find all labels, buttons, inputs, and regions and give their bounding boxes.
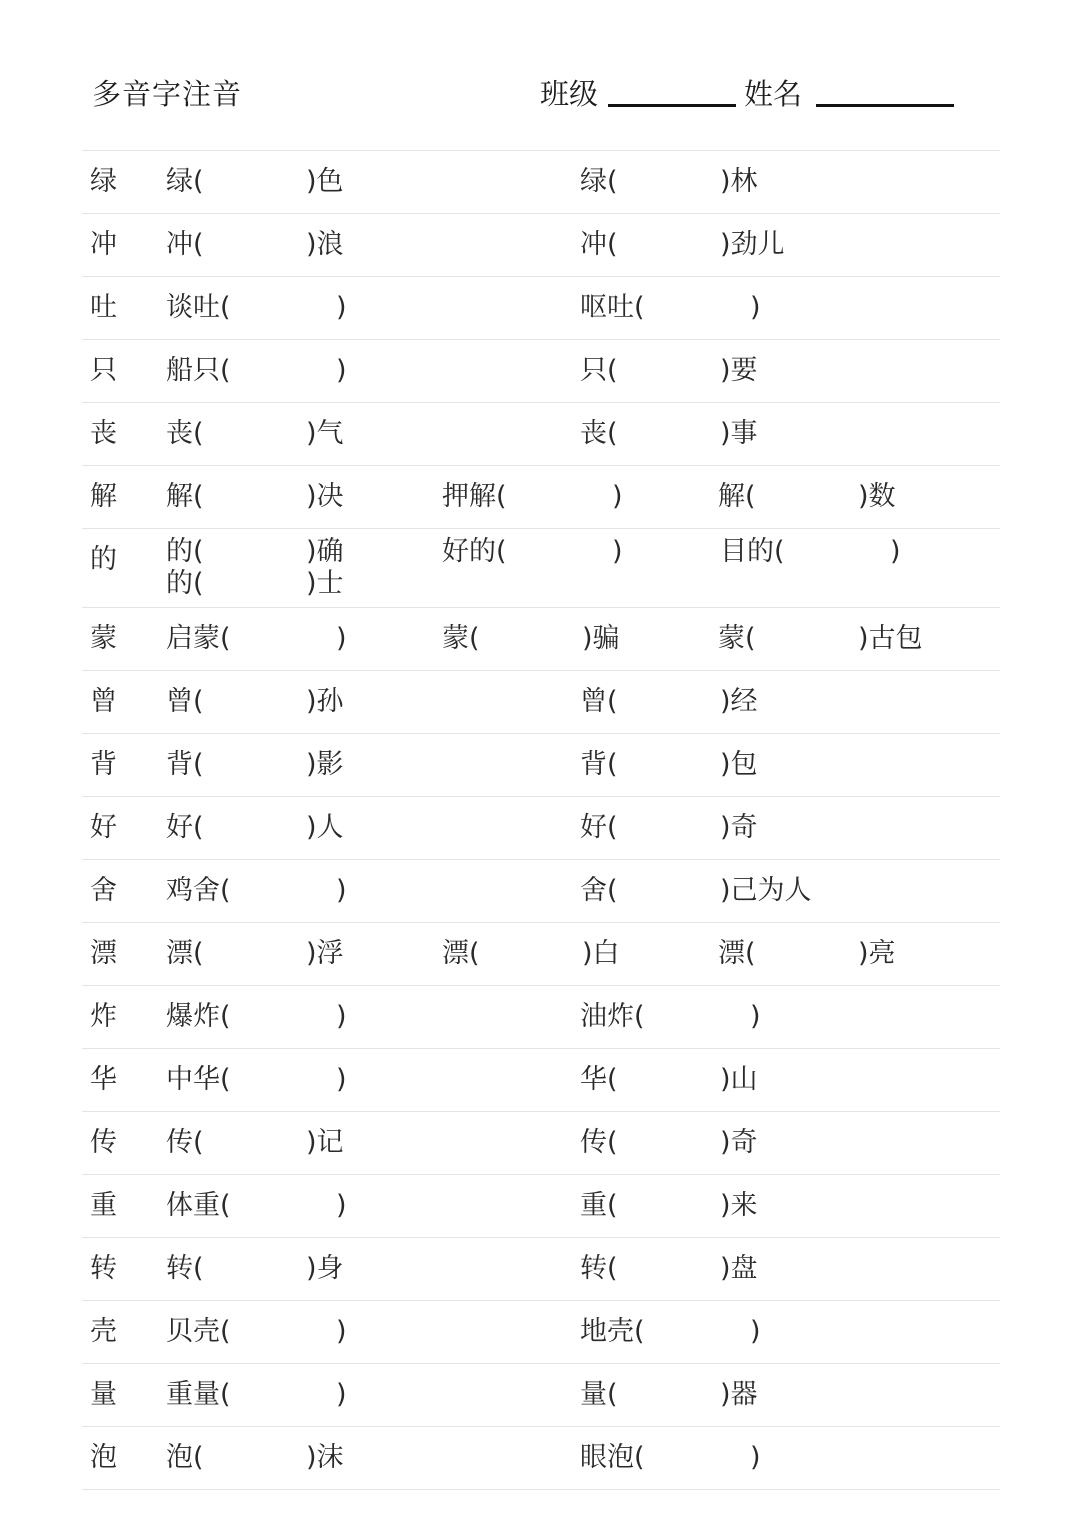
word-item[interactable]: 好的( ) [442, 536, 623, 567]
polyphone-char: 炸 [90, 1001, 117, 1032]
word-item[interactable]: 中华( ) [166, 1064, 347, 1095]
word-item[interactable]: 的( )确 [166, 536, 344, 567]
word-item[interactable]: 呕吐( ) [580, 292, 761, 323]
table-row [82, 403, 1000, 466]
word-item[interactable]: 蒙( )骗 [442, 623, 620, 654]
table-row [82, 923, 1000, 986]
table-row [82, 608, 1000, 671]
word-item[interactable]: 油炸( ) [580, 1001, 761, 1032]
word-item[interactable]: 冲( )浪 [166, 229, 344, 260]
table-row [82, 860, 1000, 923]
table-row [82, 1238, 1000, 1301]
word-item[interactable]: 漂( )浮 [166, 938, 344, 969]
name-blank[interactable] [816, 104, 954, 107]
word-item[interactable]: 只( )要 [580, 355, 758, 386]
word-item[interactable]: 贝壳( ) [166, 1316, 347, 1347]
table-row [82, 797, 1000, 860]
polyphone-char: 冲 [90, 229, 117, 260]
table-row [82, 1364, 1000, 1427]
polyphone-char: 蒙 [90, 623, 117, 654]
table-row [82, 529, 1000, 608]
polyphone-char: 好 [90, 812, 117, 843]
word-item[interactable]: 好( )奇 [580, 812, 758, 843]
word-item[interactable]: 船只( ) [166, 355, 347, 386]
table-row [82, 1427, 1000, 1490]
word-item[interactable]: 地壳( ) [580, 1316, 761, 1347]
polyphone-char: 吐 [90, 292, 117, 323]
word-item[interactable]: 传( )记 [166, 1127, 344, 1158]
word-item[interactable]: 好( )人 [166, 812, 344, 843]
word-item[interactable]: 体重( ) [166, 1190, 347, 1221]
class-blank[interactable] [608, 104, 736, 107]
word-item[interactable]: 曾( )经 [580, 686, 758, 717]
polyphone-char: 量 [90, 1379, 117, 1410]
word-item[interactable]: 曾( )孙 [166, 686, 344, 717]
word-item[interactable]: 背( )影 [166, 749, 344, 780]
word-item[interactable]: 华( )山 [580, 1064, 758, 1095]
table-row [82, 1175, 1000, 1238]
word-item[interactable]: 解( )数 [718, 481, 896, 512]
word-item[interactable]: 目的( ) [720, 536, 901, 567]
polyphone-char: 只 [90, 355, 117, 386]
polyphone-char: 解 [90, 481, 117, 512]
word-item[interactable]: 的( )士 [166, 568, 344, 599]
word-item[interactable]: 谈吐( ) [166, 292, 347, 323]
class-label: 班级 [540, 77, 599, 111]
word-item[interactable]: 漂( )亮 [718, 938, 896, 969]
word-item[interactable]: 绿( )林 [580, 166, 758, 197]
worksheet-title: 多音字注音 [92, 77, 243, 111]
polyphone-char: 漂 [90, 938, 117, 969]
word-item[interactable]: 重量( ) [166, 1379, 347, 1410]
table-row [82, 1301, 1000, 1364]
polyphone-char: 舍 [90, 875, 117, 906]
polyphone-char: 背 [90, 749, 117, 780]
word-item[interactable]: 丧( )事 [580, 418, 758, 449]
table-row [82, 1049, 1000, 1112]
word-item[interactable]: 绿( )色 [166, 166, 344, 197]
polyphone-char: 曾 [90, 686, 117, 717]
name-label: 姓名 [744, 77, 803, 111]
polyphone-char: 丧 [90, 418, 117, 449]
word-item[interactable]: 转( )身 [166, 1253, 344, 1284]
word-item[interactable]: 传( )奇 [580, 1127, 758, 1158]
word-item[interactable]: 量( )器 [580, 1379, 758, 1410]
word-item[interactable]: 爆炸( ) [166, 1001, 347, 1032]
table-row [82, 340, 1000, 403]
word-item[interactable]: 蒙( )古包 [718, 623, 923, 654]
polyphone-table [82, 150, 1000, 1490]
word-item[interactable]: 背( )包 [580, 749, 758, 780]
table-row [82, 986, 1000, 1049]
word-item[interactable]: 押解( ) [442, 481, 623, 512]
word-item[interactable]: 鸡舍( ) [166, 875, 347, 906]
polyphone-char: 泡 [90, 1442, 117, 1473]
word-item[interactable]: 转( )盘 [580, 1253, 758, 1284]
table-row [82, 151, 1000, 214]
table-row [82, 734, 1000, 797]
polyphone-char: 的 [90, 544, 117, 575]
word-item[interactable]: 泡( )沫 [166, 1442, 344, 1473]
word-item[interactable]: 舍( )己为人 [580, 875, 812, 906]
table-row [82, 214, 1000, 277]
polyphone-char: 重 [90, 1190, 117, 1221]
polyphone-char: 绿 [90, 166, 117, 197]
table-row [82, 671, 1000, 734]
word-item[interactable]: 漂( )白 [442, 938, 620, 969]
table-row [82, 466, 1000, 529]
word-item[interactable]: 眼泡( ) [580, 1442, 761, 1473]
table-row [82, 1112, 1000, 1175]
table-row [82, 277, 1000, 340]
polyphone-char: 转 [90, 1253, 117, 1284]
word-item[interactable]: 冲( )劲儿 [580, 229, 785, 260]
word-item[interactable]: 启蒙( ) [166, 623, 347, 654]
word-item[interactable]: 重( )来 [580, 1190, 758, 1221]
polyphone-char: 华 [90, 1064, 117, 1095]
polyphone-char: 传 [90, 1127, 117, 1158]
word-item[interactable]: 解( )决 [166, 481, 344, 512]
polyphone-char: 壳 [90, 1316, 117, 1347]
word-item[interactable]: 丧( )气 [166, 418, 344, 449]
